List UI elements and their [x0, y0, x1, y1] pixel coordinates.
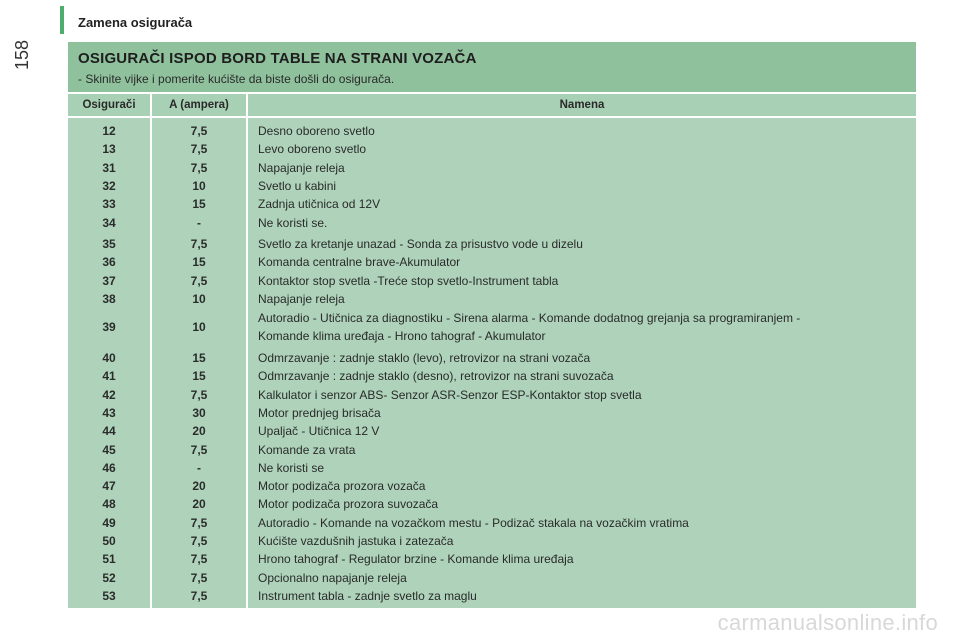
- table-row: [68, 159, 916, 177]
- fuse-amperage: 15: [151, 367, 247, 385]
- table-row: [68, 367, 916, 385]
- fuse-purpose: Motor podizača prozora vozača: [247, 477, 916, 495]
- page-header-title: Zamena osigurača: [78, 15, 193, 30]
- table-row: [68, 253, 916, 271]
- table-row: [68, 514, 916, 532]
- fuse-amperage: 7,5: [151, 232, 247, 253]
- table-row: [68, 140, 916, 158]
- table-row: [68, 569, 916, 587]
- fuse-purpose-line: Autoradio - Utičnica za diagnostiku - Sirena alarma - Komande dodatnog grejanja sa programiranjem -: [258, 310, 801, 325]
- fuse-amperage: 10: [151, 290, 247, 308]
- fuse-purpose: Kućište vazdušnih jastuka i zatezača: [247, 532, 916, 550]
- fuse-number: 50: [102, 534, 116, 549]
- fuse-purpose: Napajanje releja: [247, 159, 916, 177]
- fuse-purpose: Hrono tahograf - Regulator brzine - Komande klima uređaja: [247, 550, 916, 568]
- table-row: [68, 290, 916, 308]
- fuse-purpose: Zadnja utičnica od 12V: [247, 195, 916, 213]
- fuse-purpose: Komande za vrata: [247, 440, 916, 458]
- fuse-amperage: 15: [151, 346, 247, 367]
- fuse-purpose: Levo oboreno svetlo: [247, 140, 916, 158]
- fuse-purpose-line: Komande klima uređaja - Hrono tahograf - Akumulator: [258, 328, 546, 343]
- fuse-purpose: Motor prednjeg brisača: [247, 404, 916, 422]
- fuse-number: 41: [102, 369, 116, 384]
- fuse-purpose: Odmrzavanje : zadnje staklo (levo), retrovizor na strani vozača: [247, 346, 916, 367]
- fuse-amperage: 7,5: [151, 440, 247, 458]
- fuse-number: 44: [102, 424, 116, 439]
- fuse-amperage: -: [151, 459, 247, 477]
- fuse-purpose: Kalkulator i senzor ABS- Senzor ASR-Senzor ESP-Kontaktor stop svetla: [247, 386, 916, 404]
- fuse-number: 12: [102, 124, 116, 139]
- fuse-panel: [68, 42, 916, 608]
- fuse-number: 46: [102, 460, 116, 475]
- fuse-number: 45: [102, 442, 116, 457]
- fuse-amperage: -: [151, 213, 247, 231]
- table-row: [68, 195, 916, 213]
- fuse-amperage: 7,5: [151, 550, 247, 568]
- fuse-amperage: 7,5: [151, 140, 247, 158]
- fuse-number: 40: [102, 351, 116, 366]
- fuse-purpose: Instrument tabla - zadnje svetlo za maglu: [247, 587, 916, 608]
- table-row: [68, 495, 916, 513]
- table-row: [68, 459, 916, 477]
- fuse-table-body: [68, 117, 916, 608]
- fuse-number: 34: [102, 215, 116, 230]
- fuse-number: 39: [102, 319, 116, 334]
- section-header: [68, 42, 916, 92]
- fuse-amperage: 7,5: [151, 386, 247, 404]
- fuse-purpose: [247, 308, 916, 346]
- fuse-number: 13: [102, 142, 116, 157]
- fuse-purpose: Komanda centralne brave-Akumulator: [247, 253, 916, 271]
- fuse-amperage: 20: [151, 495, 247, 513]
- fuse-purpose: Ne koristi se: [247, 459, 916, 477]
- column-header-fuses: Osigurači: [68, 93, 151, 117]
- table-row: [68, 232, 916, 253]
- table-row: [68, 346, 916, 367]
- fuse-amperage: 7,5: [151, 532, 247, 550]
- table-row: [68, 386, 916, 404]
- fuse-purpose: Upaljač - Utičnica 12 V: [247, 422, 916, 440]
- fuse-table: [68, 92, 916, 608]
- fuse-purpose: Motor podizača prozora suvozača: [247, 495, 916, 513]
- fuse-number: 51: [102, 552, 116, 567]
- header-accent-bar: [60, 6, 64, 34]
- fuse-amperage: 7,5: [151, 271, 247, 289]
- fuse-amperage: 10: [151, 308, 247, 346]
- fuse-amperage: 7,5: [151, 514, 247, 532]
- fuse-amperage: 15: [151, 195, 247, 213]
- fuse-number: 48: [102, 497, 116, 512]
- page-number: 158: [12, 39, 32, 70]
- table-row: [68, 213, 916, 231]
- fuse-purpose: Napajanje releja: [247, 290, 916, 308]
- fuse-amperage: 15: [151, 253, 247, 271]
- table-row: [68, 308, 916, 346]
- fuse-amperage: 10: [151, 177, 247, 195]
- fuse-number: 38: [102, 291, 116, 306]
- fuse-amperage: 20: [151, 477, 247, 495]
- fuse-number: 53: [102, 588, 116, 603]
- fuse-number: 42: [102, 387, 116, 402]
- column-header-amperes: A (ampera): [151, 93, 247, 117]
- table-row: [68, 422, 916, 440]
- fuse-purpose: Svetlo u kabini: [247, 177, 916, 195]
- table-header-row: [68, 93, 916, 117]
- watermark: carmanualsonline.info: [717, 610, 938, 635]
- column-header-purpose: Namena: [247, 93, 916, 117]
- table-row: [68, 117, 916, 140]
- fuse-purpose: Svetlo za kretanje unazad - Sonda za prisustvo vode u dizelu: [247, 232, 916, 253]
- section-instruction: - Skinite vijke i pomerite kućište da biste došli do osigurača.: [78, 72, 395, 86]
- fuse-number: 31: [102, 160, 116, 175]
- table-row: [68, 404, 916, 422]
- fuse-number: 36: [102, 255, 116, 270]
- fuse-amperage: 30: [151, 404, 247, 422]
- fuse-purpose: Opcionalno napajanje releja: [247, 569, 916, 587]
- table-row: [68, 271, 916, 289]
- table-row: [68, 550, 916, 568]
- fuse-number: 52: [102, 570, 116, 585]
- fuse-number: 43: [102, 406, 116, 420]
- fuse-amperage: 7,5: [151, 587, 247, 608]
- fuse-purpose: Kontaktor stop svetla -Treće stop svetlo-Instrument tabla: [247, 271, 916, 289]
- fuse-amperage: 20: [151, 422, 247, 440]
- fuse-number: 33: [102, 197, 116, 212]
- table-row: [68, 532, 916, 550]
- fuse-purpose: Desno oboreno svetlo: [247, 117, 916, 140]
- table-row: [68, 587, 916, 608]
- fuse-number: 47: [102, 479, 116, 494]
- section-title: OSIGURAČI ISPOD BORD TABLE NA STRANI VOZAČA: [78, 50, 477, 67]
- fuse-number: 32: [102, 179, 116, 194]
- table-row: [68, 177, 916, 195]
- fuse-amperage: 7,5: [151, 159, 247, 177]
- fuse-purpose: Autoradio - Komande na vozačkom mestu - Podizač stakala na vozačkim vratima: [247, 514, 916, 532]
- table-row: [68, 440, 916, 458]
- fuse-amperage: 7,5: [151, 117, 247, 140]
- fuse-purpose: Odmrzavanje : zadnje staklo (desno), retrovizor na strani suvozača: [247, 367, 916, 385]
- fuse-purpose: Ne koristi se.: [247, 213, 916, 231]
- fuse-number: 37: [102, 273, 116, 288]
- fuse-amperage: 7,5: [151, 569, 247, 587]
- fuse-number: 35: [102, 236, 116, 251]
- table-row: [68, 477, 916, 495]
- fuse-number: 49: [102, 515, 116, 530]
